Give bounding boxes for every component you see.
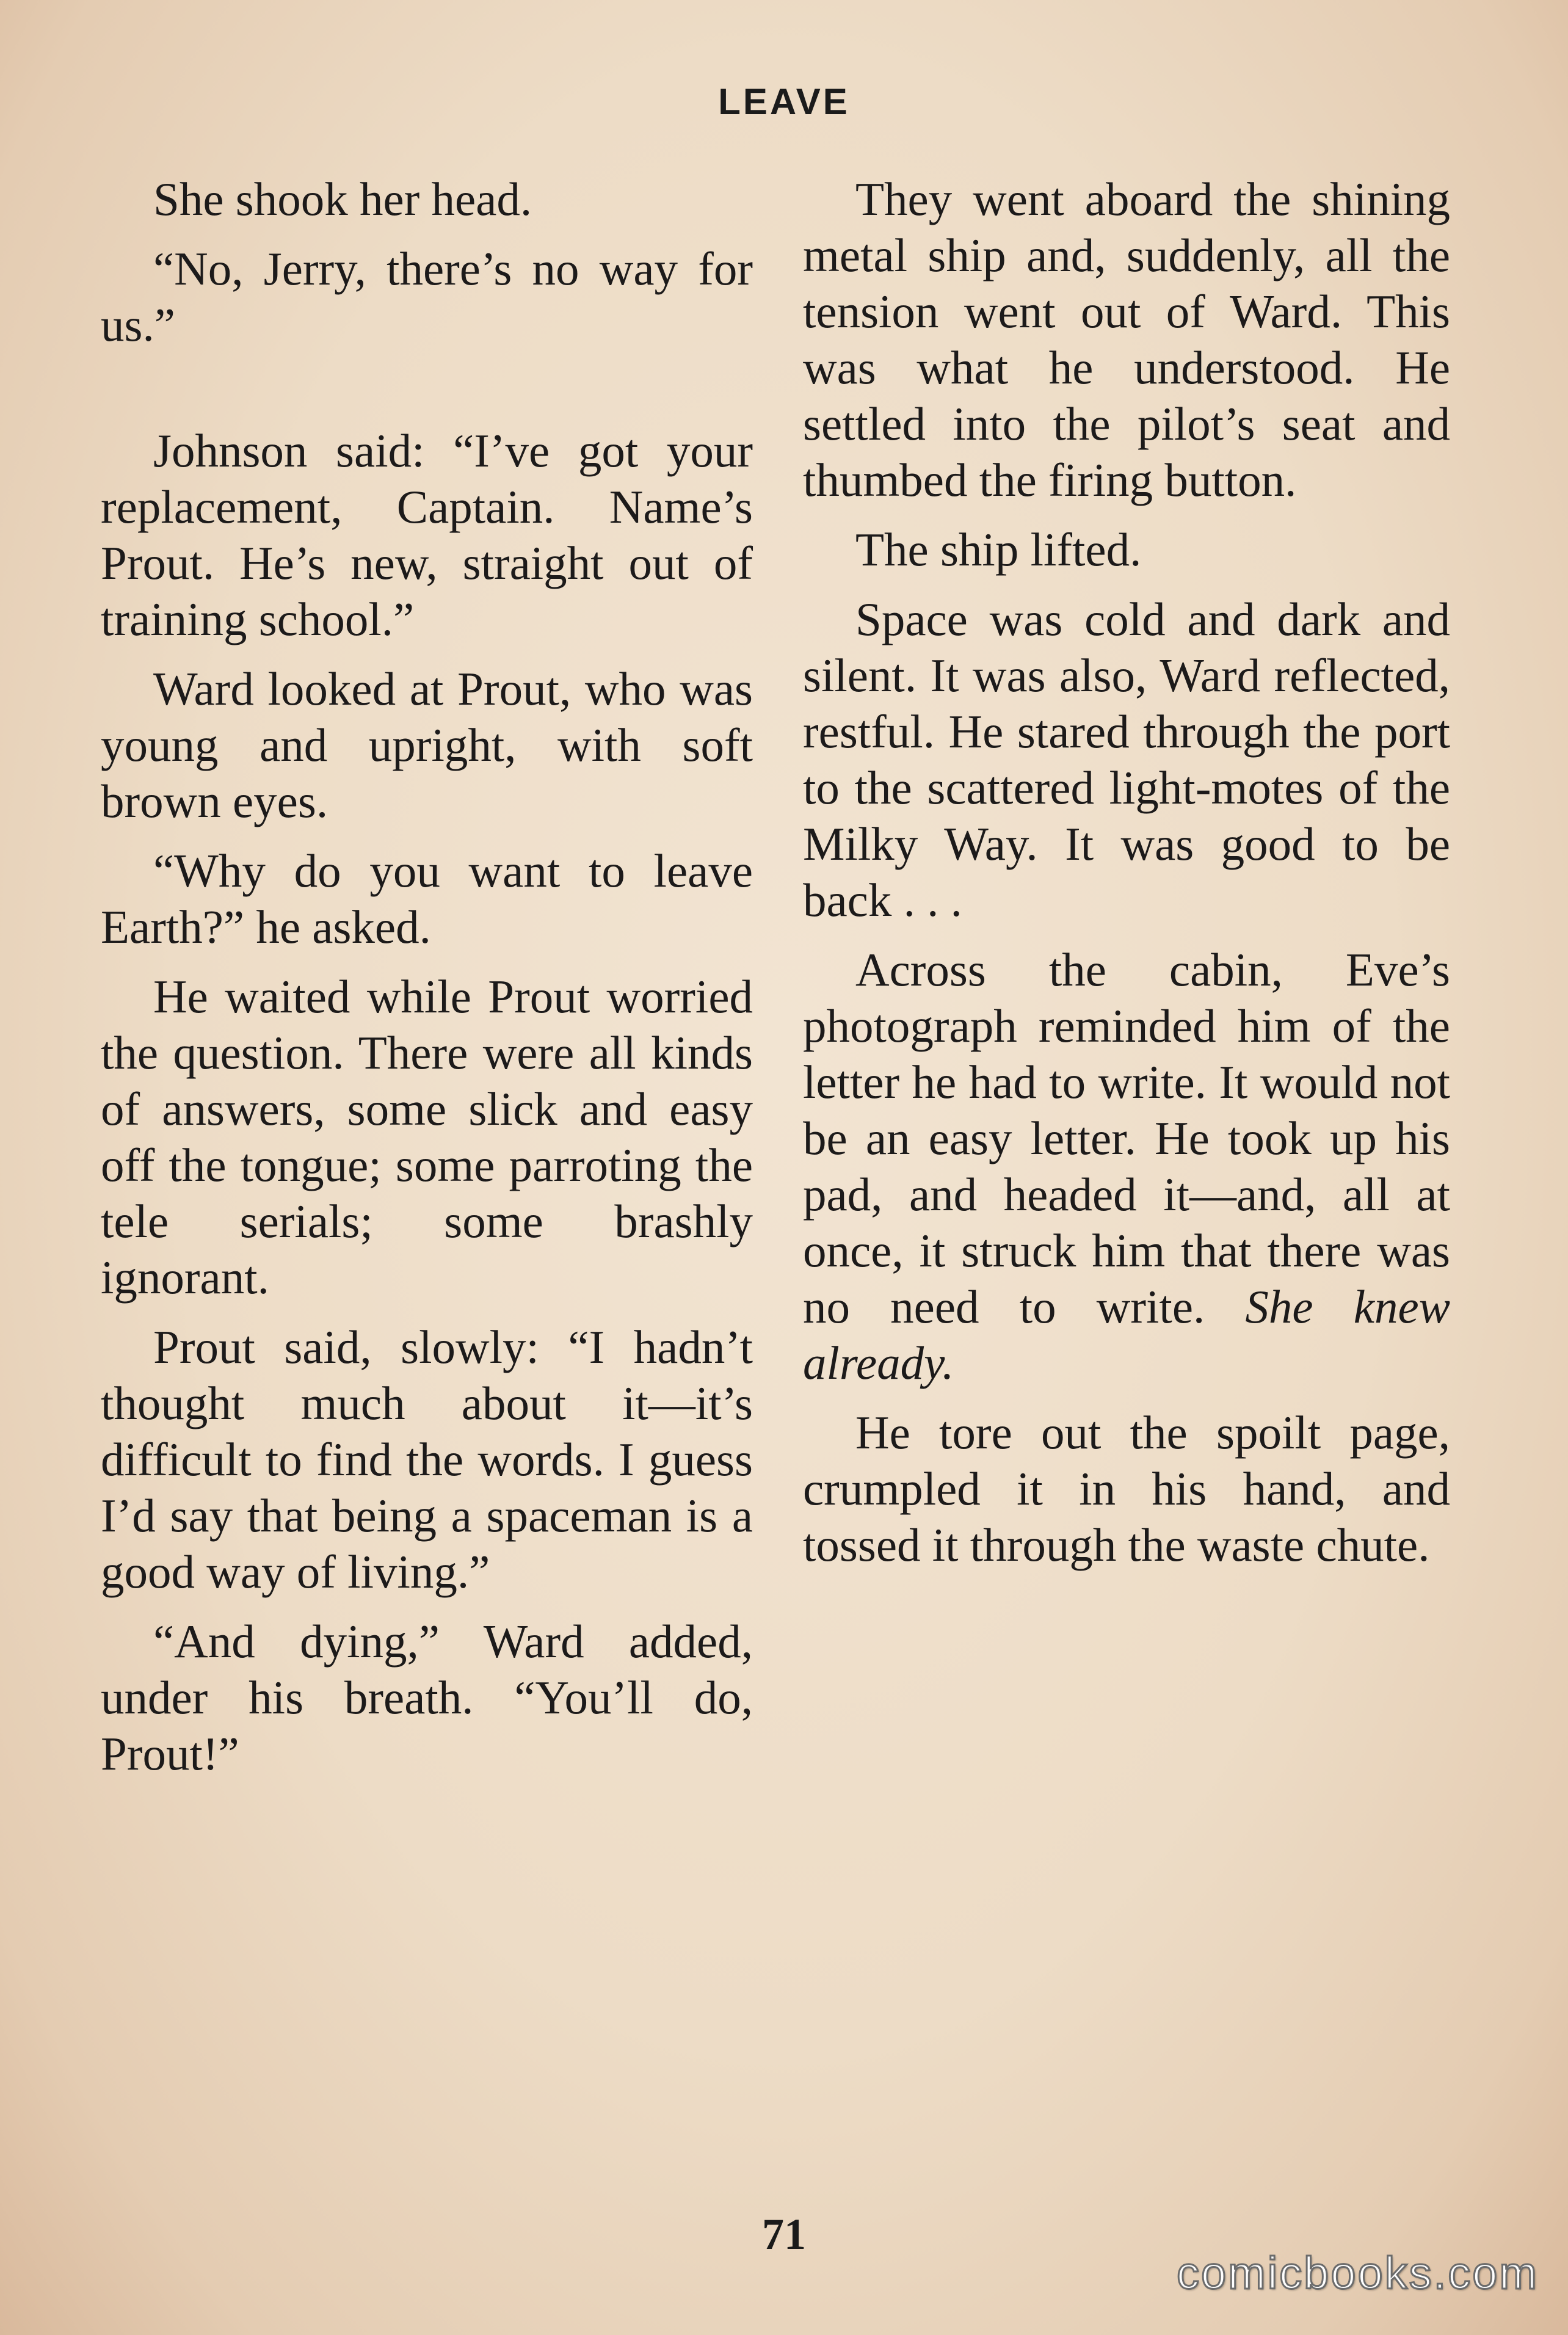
paragraph: They went aboard the shining metal ship and, suddenly, all the tension went out of Ward. This was what he understood. He settled into the pilot’s seat and thumbed the firing button. bbox=[803, 173, 1450, 506]
paragraph: Prout said, slowly: “I hadn’t thought much about it—it’s difficult to find the words. I guess I’d say that being a spaceman is a good way of living.” bbox=[101, 1321, 753, 1598]
paragraph: He tore out the spoilt page, crumpled it in his hand, and tossed it through the waste chute. bbox=[803, 1406, 1450, 1571]
paragraph: “And dying,” Ward added, under his breath. “You’ll do, Prout!” bbox=[101, 1615, 753, 1780]
paragraph: The ship lifted. bbox=[855, 523, 1142, 576]
paragraph: He waited while Prout worried the question. There were all kinds of answers, some slick and easy off the tongue; some parroting the tele serials; some brashly ignorant. bbox=[101, 970, 753, 1304]
italic-text: She knew already. bbox=[803, 1280, 1450, 1389]
paragraph: “Why do you want to leave Earth?” he asked. bbox=[101, 844, 753, 953]
watermark: comicbooks.com bbox=[1176, 2248, 1539, 2298]
left-column bbox=[101, 171, 753, 1795]
section-break bbox=[101, 366, 753, 423]
running-head: LEAVE bbox=[718, 81, 850, 122]
page-number: 71 bbox=[762, 2210, 806, 2259]
paragraph: Space was cold and dark and silent. It was also, Ward reflected, restful. He stared through the port to the scattered light-motes of the Milky Way. It was good to be back . . . bbox=[803, 593, 1450, 926]
paragraph: She shook her head. bbox=[153, 173, 532, 225]
paragraph: Johnson said: “I’ve got your replacement, Captain. Name’s Prout. He’s new, straight out of training school.” bbox=[101, 424, 753, 645]
paragraph: “No, Jerry, there’s no way for us.” bbox=[101, 242, 753, 351]
paragraph bbox=[803, 942, 1450, 1391]
paragraph-text: Across the cabin, Eve’s photograph reminded him of the letter he had to write. It would not be an easy letter. He took up his pad, and headed it—and, all at once, it struck him that there was no need to write. bbox=[803, 943, 1450, 1333]
paragraph: Ward looked at Prout, who was young and upright, with soft brown eyes. bbox=[101, 663, 753, 827]
right-column bbox=[803, 171, 1450, 1586]
